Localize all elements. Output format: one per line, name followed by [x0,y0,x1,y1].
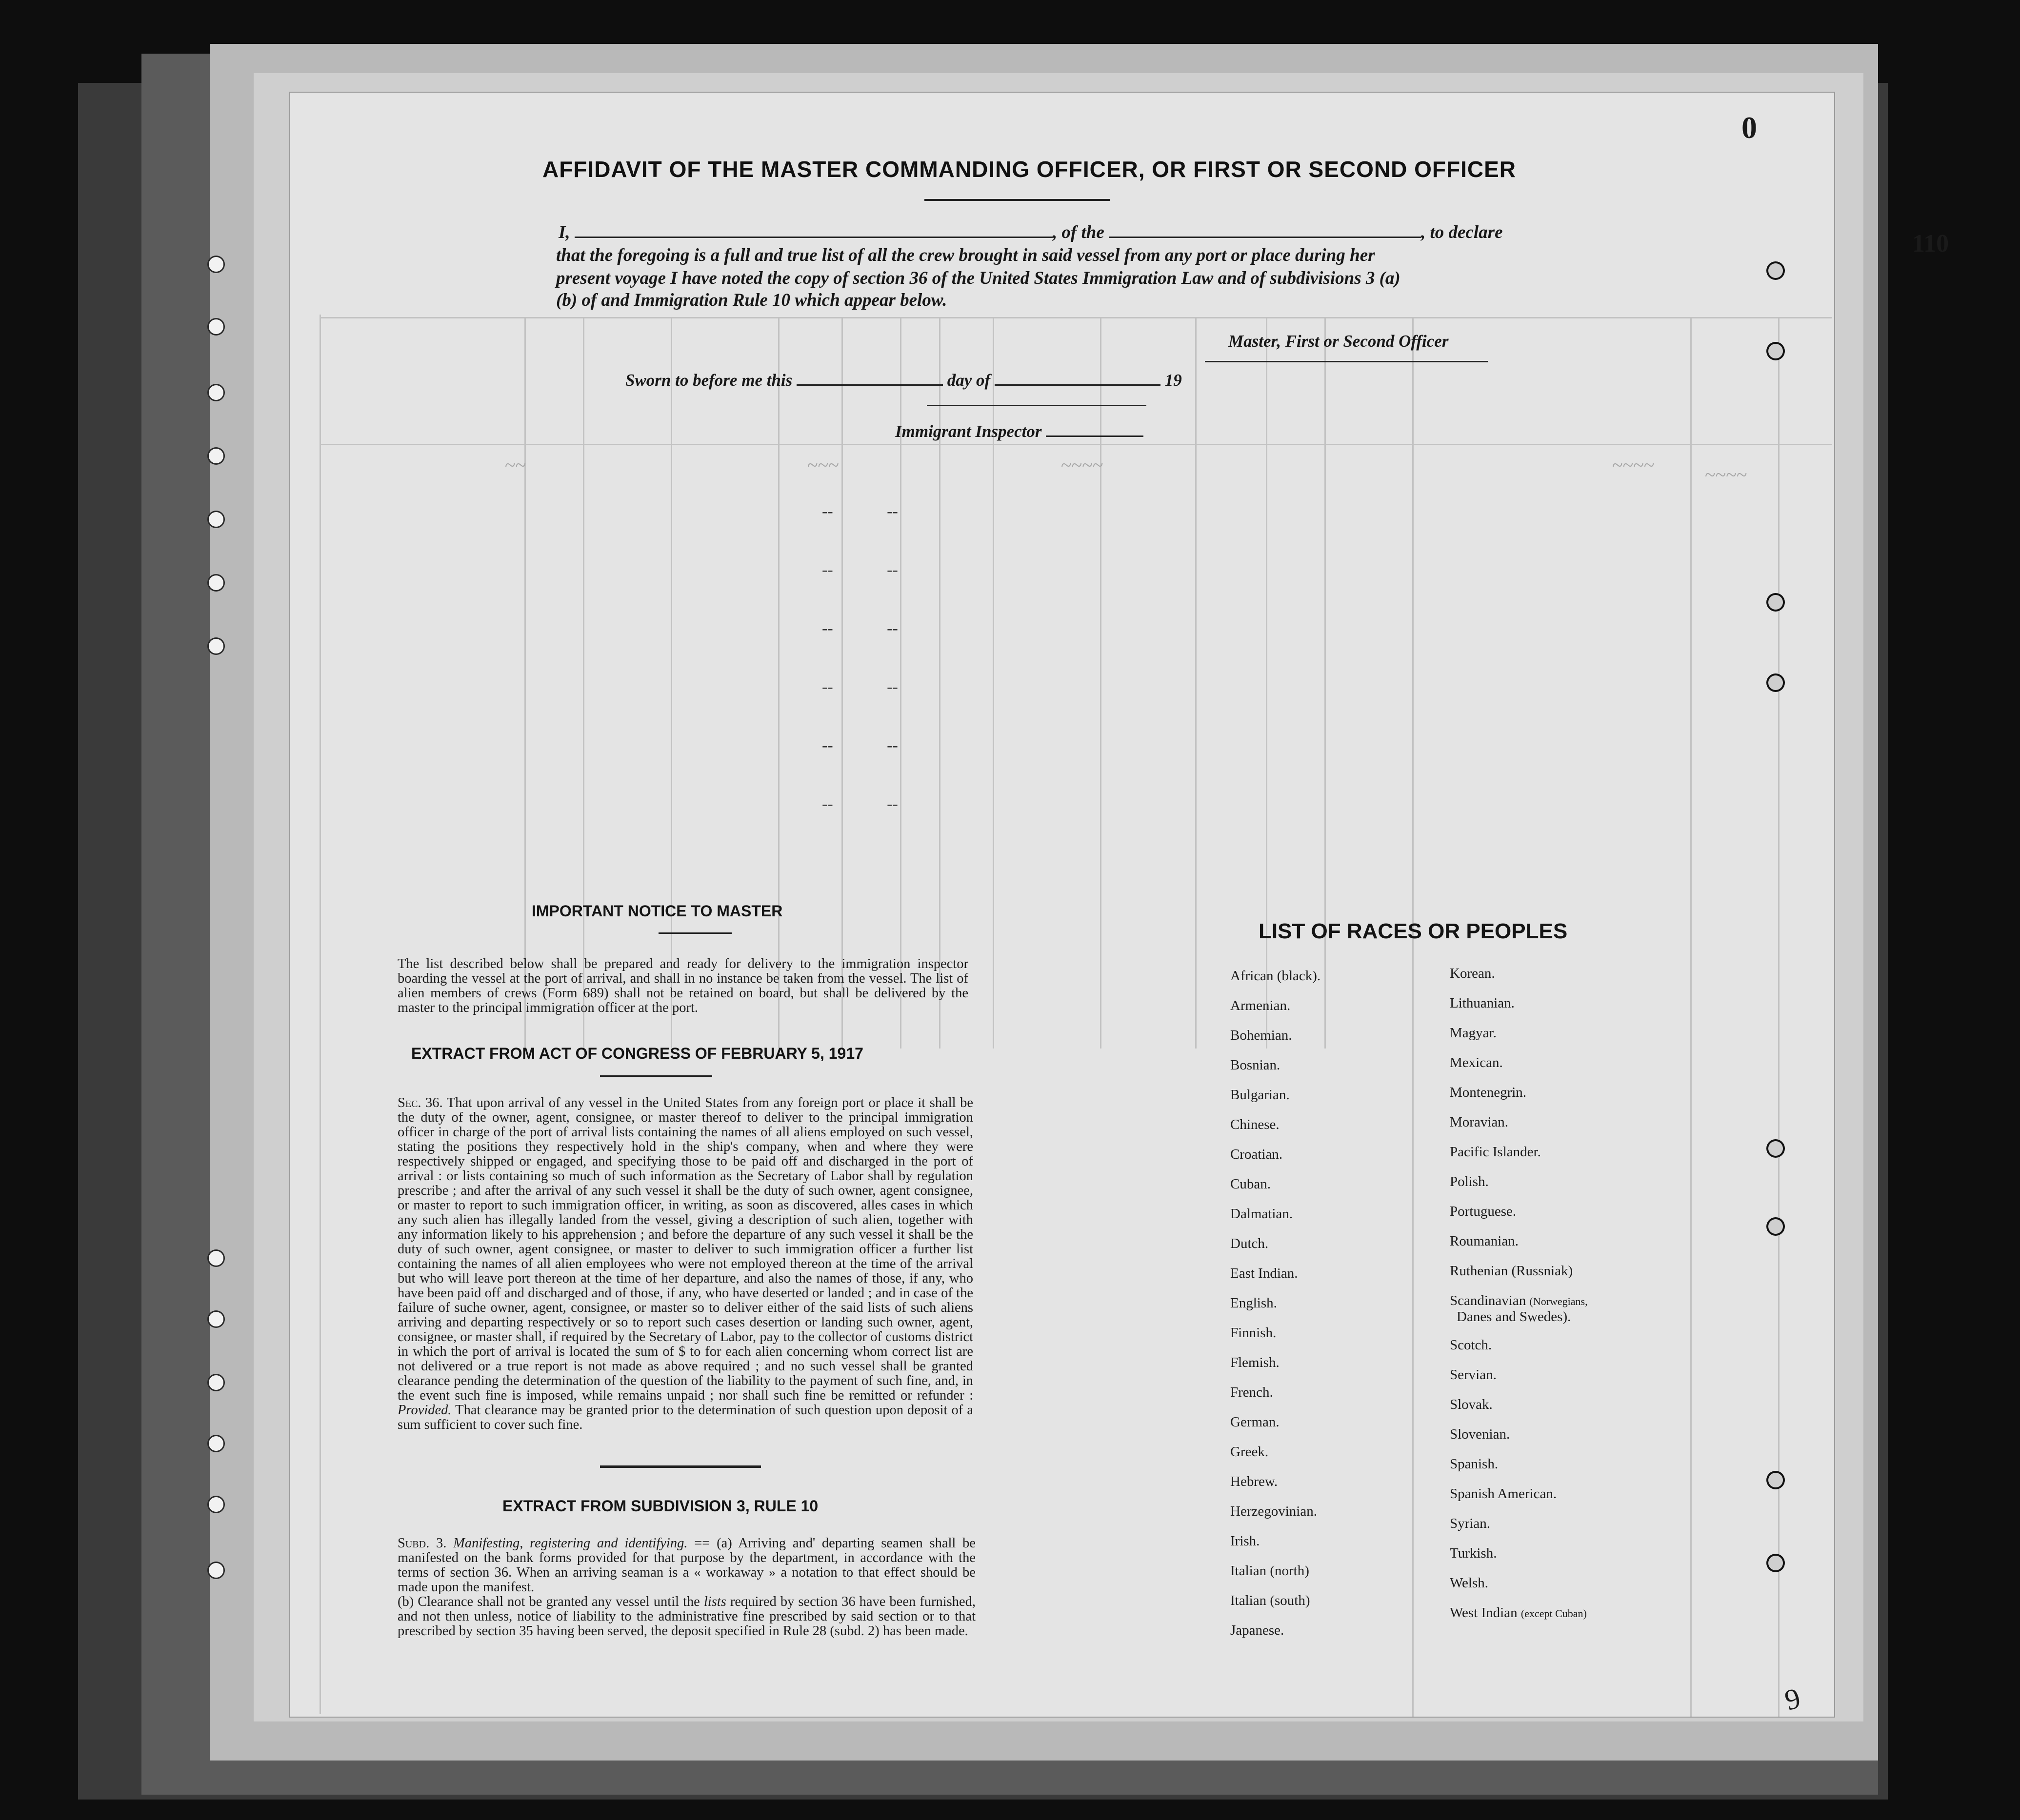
subd-text-b-end: required by section 36 have been furnished, and not then unless, notice of liability to the administrative fine prescribed by said section or to that prescribed by section 35 having been served, the deposit specified in Rule 28 (subd. 2) has been made. [398,1594,976,1639]
sheet-hole [1768,1556,1783,1570]
race-item: Flemish. [1230,1355,1280,1370]
race-item: Cuban. [1230,1176,1271,1192]
race-item [1450,1397,1493,1413]
notice-underline [659,932,732,934]
race-item: Armenian. [1230,998,1291,1013]
year-prefix: 19 [1164,371,1182,390]
race-item [1450,1456,1498,1472]
bleed-rule [1690,317,1692,1717]
race-label: Portuguese. [1450,1204,1517,1219]
race-item: Dutch. [1230,1236,1269,1251]
day-of-label: day of [947,371,991,390]
rule-body [398,1536,976,1639]
race-label: West Indian [1450,1605,1518,1621]
race-item [1450,1367,1497,1383]
race-label: Slovenian. [1450,1426,1510,1442]
race-label: Lithuanian. [1450,995,1515,1011]
bleed-mark: ~~~~ [1061,454,1103,476]
race-item: Irish. [1230,1533,1260,1549]
race-item [1450,1085,1526,1101]
affidavit-line-3: present voyage I have noted the copy of section 36 of the United States Immigration Law and of subdivisions 3 (a) [556,268,1400,288]
act-underline [600,1075,712,1077]
race-label: Slovak. [1450,1397,1493,1412]
binder-hole [209,1375,223,1390]
race-item [1450,1605,1587,1621]
race-label: Servian. [1450,1367,1497,1383]
name-blank [575,237,1053,238]
race-item: Dalmatian. [1230,1206,1293,1222]
race-item: Japanese. [1230,1622,1284,1638]
inspector-line [895,422,1143,441]
race-item: Italian (north) [1230,1563,1309,1579]
race-item: Bohemian. [1230,1028,1292,1043]
binder-hole [209,512,223,527]
race-label: Korean. [1450,966,1495,981]
race-label: Spanish American. [1450,1486,1557,1502]
binder-hole [209,257,223,272]
sworn-label: Sworn to before me this [625,371,793,390]
sheet-hole [1768,1141,1783,1156]
section-label: Sec. 36. [398,1095,443,1110]
race-item: East Indian. [1230,1266,1298,1281]
ditto-mark: -- -- [822,795,898,813]
sheet-hole [1768,595,1783,610]
race-note: (except Cuban) [1520,1607,1587,1620]
subd-text-a: == (a) Arriving and' departing seamen shall be manifested on the bank forms provided for that purpose by the department, in accordance with the terms of section 36. When an arriving seaman is a « workaway » a notation to that effect should be made upon the manifest. [398,1536,976,1595]
bleed-rule [320,317,1832,318]
race-label: Welsh. [1450,1575,1489,1591]
sheet-hole [1768,344,1783,358]
race-label: Roumanian. [1450,1233,1519,1249]
bleed-rule [1195,317,1197,1048]
binder-hole [209,1497,223,1512]
binder-hole [209,319,223,334]
race-item [1450,1486,1557,1502]
race-label: Scandinavian [1450,1293,1526,1308]
races-heading: LIST OF RACES OR PEOPLES [1259,919,1568,943]
vessel-blank [1109,237,1421,238]
bleed-rule [671,317,672,1048]
bleed-mark: ~~~~ [1705,464,1747,486]
sheet-hole [1768,675,1783,690]
subd-title: Manifesting, registering and identifying. [453,1536,688,1551]
binder-hole [209,1251,223,1266]
sheet-hole [1768,263,1783,278]
affidavit-title: AFFIDAVIT OF THE MASTER COMMANDING OFFICER, OR FIRST OR SECOND OFFICER [542,157,1516,182]
race-item: Chinese. [1230,1117,1280,1132]
binder-hole [209,1563,223,1578]
manifest-sheet [290,93,1834,1717]
race-label: Ruthenian (Russniak) [1450,1263,1573,1279]
affidavit-line-2: that the foregoing is a full and true list of all the crew brought in said vessel from any port or place during her [556,245,1375,265]
race-label: Moravian. [1450,1114,1508,1130]
title-underline [924,199,1110,201]
ditto-mark: -- -- [822,619,898,637]
affidavit-of-the: , of the [1052,222,1104,242]
rule-heading: EXTRACT FROM SUBDIVISION 3, RULE 10 [502,1497,819,1515]
binder-hole [209,1312,223,1326]
race-label: Syrian. [1450,1516,1490,1531]
affidavit-i: I, [559,222,570,242]
binder-hole [209,639,223,653]
race-item: Bulgarian. [1230,1087,1290,1103]
race-label: Polish. [1450,1174,1489,1189]
master-label: Master, First or Second Officer [1228,332,1449,351]
race-item: Herzegovinian. [1230,1503,1317,1519]
race-item [1450,1114,1508,1130]
bleed-rule [583,317,584,1048]
race-item [1450,1426,1510,1443]
inspector-blank [1046,435,1143,437]
race-item [1450,1233,1519,1249]
pencil-page-number: 110 [1912,230,1949,257]
race-label: Pacific Islander. [1450,1144,1541,1160]
binder-hole [209,575,223,590]
race-item [1450,1055,1503,1071]
bleed-rule [1412,317,1414,1717]
subd-text-b-start: (b) Clearance shall not be granted any vessel until the [398,1594,700,1609]
bottom-mark: 9 [1781,1682,1804,1717]
race-label: Mexican. [1450,1055,1503,1070]
race-item: German. [1230,1414,1280,1430]
race-label: Turkish. [1450,1545,1497,1561]
subd-label: Subd. 3. [398,1536,447,1551]
bleed-rule [778,317,780,1048]
sheet-hole [1768,1473,1783,1487]
bleed-rule [320,444,1832,445]
race-note: (Norwegians, [1529,1295,1588,1307]
race-item [1450,1174,1489,1190]
provided-label: Provided. [398,1403,452,1418]
race-label: Montenegrin. [1450,1085,1527,1100]
race-item: English. [1230,1295,1277,1311]
race-note: Danes and Swedes). [1457,1309,1571,1325]
bleed-rule [1778,317,1780,1717]
race-item [1450,1144,1541,1160]
affidavit-line-4: (b) of and Immigration Rule 10 which appear below. [556,290,947,310]
race-item [1450,1025,1497,1041]
affidavit-line-1 [559,222,1503,243]
act-heading: EXTRACT FROM ACT OF CONGRESS OF FEBRUARY 5, 1917 [411,1045,863,1062]
notice-body: The list described below shall be prepared and ready for delivery to the immigration inspector boarding the vessel at the port of arrival, and shall in no instance be taken from the vessel. The list of alien members of crews (Form 689) shall not be retained on board, but shall be delivered by the master to the principal immigration officer at the port. [398,956,968,1015]
bleed-mark: ~~ [505,454,526,476]
race-item [1450,1545,1497,1562]
race-item [1450,1516,1490,1532]
sheet-hole [1768,1219,1783,1234]
race-item [1450,1337,1492,1353]
race-label: Scotch. [1450,1337,1492,1353]
ditto-mark: -- -- [822,678,898,696]
bleed-mark: ~~~~ [1612,454,1655,476]
day-blank [797,384,943,386]
act-end-rule [600,1465,761,1468]
race-item [1450,1293,1588,1325]
month-blank [995,384,1160,386]
race-item: Greek. [1230,1444,1269,1460]
binder-hole [209,1436,223,1451]
binder-hole [209,449,223,463]
lists-word: lists [703,1594,726,1609]
race-item [1450,995,1515,1011]
race-item: Italian (south) [1230,1593,1310,1608]
race-item [1450,966,1495,982]
bleed-rule [320,315,321,1714]
bleed-mark: ~~~ [807,454,839,476]
race-item: Croatian. [1230,1147,1283,1162]
race-item: Finnish. [1230,1325,1277,1341]
bleed-rule [524,317,526,1048]
affidavit-declare: , to declare [1421,222,1503,242]
ditto-mark: -- -- [822,736,898,754]
inspector-label: Immigrant Inspector [895,422,1042,441]
race-item [1450,1575,1488,1591]
notice-heading: IMPORTANT NOTICE TO MASTER [532,902,783,920]
race-item: French. [1230,1385,1273,1400]
act-body [398,1096,973,1432]
ditto-mark: -- -- [822,561,898,579]
race-item [1450,1204,1516,1220]
section-36-end: That clearance may be granted prior to the determination of such question upon deposit of a sum sufficient to cover such fine. [398,1403,973,1432]
race-item: Bosnian. [1230,1057,1280,1073]
inspector-rule [927,405,1146,406]
race-item: African (black). [1230,968,1321,984]
race-label: Magyar. [1450,1025,1497,1041]
race-item: Hebrew. [1230,1474,1278,1489]
master-signature-line [1205,361,1488,362]
race-item [1450,1263,1573,1279]
ditto-mark: -- -- [822,502,898,520]
binder-hole [209,385,223,400]
corner-mark: 0 [1741,110,1757,145]
section-36-text: That upon arrival of any vessel in the United States from any foreign port or place it shall be the duty of the owner, agent, consignee, or master thereof to deliver to the principal immigration officer in charge of the port of arrival lists containing the names of all aliens employed on such vessel, stating the positions they respectively hold in the ship's company, when and where they were respectively shipped or engaged, and specifying those to be paid off and discharged in the port of arrival : or lists containing so much of such information as the Secretary of Labor shall by regulation prescribe ; and after the arrival of any such vessel it shall be the duty of such owner, agent consignee, or master to report to such immigration officer, in writing, as soon as discovered, alles cases in which any such alien has illegally landed from the vessel, giving a description of such alien, together with any information likely to his apprehension ; and before the departure of any such vessel it shall be the duty of such owner, agent consignee, or master to deliver to such immigration officer a further list containing the names of all alien employees who were not employed thereon at the time of the arrival but who will leave port thereon at the time of her departure, and also the names of those, if any, who have been paid off and discharged and of those, if any, who have deserted or landed ; and in case of the failure of suche owner, agent, consignee, or master so to deliver either of the said lists of such aliens arriving and departing respectively or so to report such cases desertion or landing such owner, agent, consignee, or master shall, if required by the Secretary of Labor, pay to the collector of customs district in which the port of arrival is located the sum of $ to for each alien concerning whom correct list are not delivered or a true report is not made as above required ; and no such vessel shall be granted clearance pending the determination of the question of the liability to the payment of such fine, and, in the event such fine is imposed, while remains unpaid ; nor shall such fine be remitted or refunder : [398,1095,973,1403]
sworn-line [625,371,1182,390]
race-label: Spanish. [1450,1456,1499,1472]
